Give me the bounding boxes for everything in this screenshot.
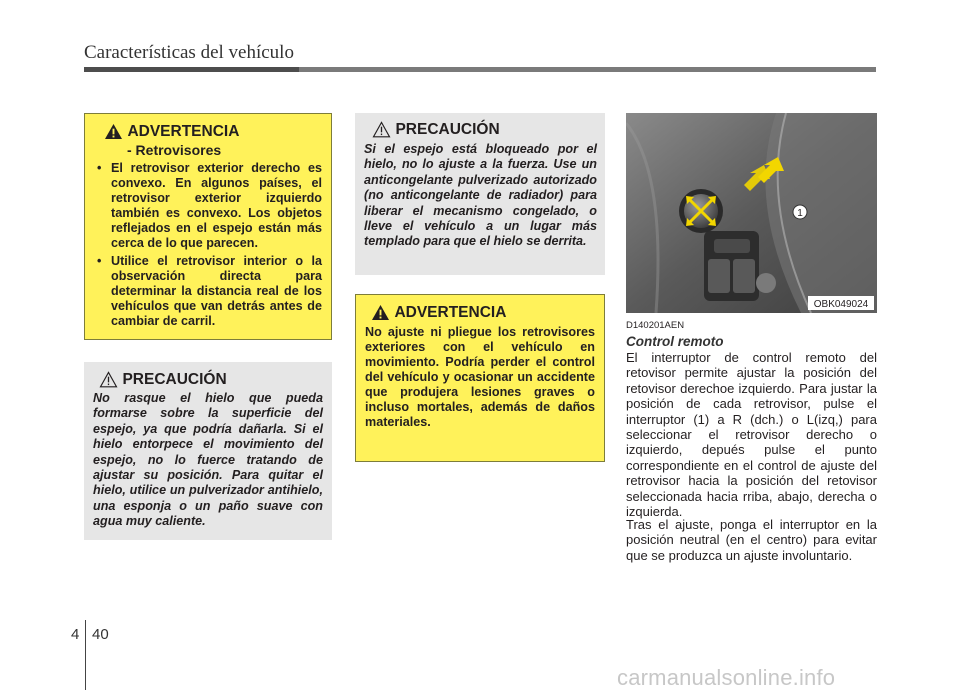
figure-code: OBK049024 <box>813 299 869 310</box>
figure-callout: 1 <box>797 208 803 219</box>
page-number: 40 <box>92 626 109 643</box>
section-heading: Control remoto <box>626 334 724 349</box>
warning-box-mirrors <box>84 113 332 340</box>
mirror-switch-illustration <box>626 113 877 313</box>
caution-box-ice <box>84 362 332 540</box>
chapter-number: 4 <box>71 626 80 643</box>
caution-title: PRECAUCIÓN <box>122 371 227 388</box>
warning-box-folding <box>355 294 605 462</box>
running-header: Características del vehículo <box>84 42 294 63</box>
caution-box-frozen <box>355 113 605 275</box>
section-paragraph: El interruptor de control remoto del retovisor permite ajustar la posición del retovisor derechoe izquierdo. Para justar la posición de cada retrovisor, pulse el interruptor (1) a R (dch.) o L(izq,) para seleccionar el retrovisor derecho o izquierdo, depués pulse el punto correspondiente en el control de ajuste del retrovisor hacia la posición del retovisor seleccionada hacia rriba, abajo, derecha o izquierda. <box>626 350 877 520</box>
warning-bullet: • Utilice el retrovisor interior o la observación directa para determinar la distancia real de los vehículos que van detrás antes de cambiar de carril. <box>94 254 322 329</box>
section-code: D140201AEN <box>626 320 685 331</box>
warning-title: ADVERTENCIA <box>127 123 240 140</box>
warning-triangle-icon <box>371 304 390 321</box>
caution-title: PRECAUCIÓN <box>395 121 500 138</box>
section-paragraph: Tras el ajuste, ponga el interruptor en la posición neutral (en el centro) para evitar que se produzca un ajuste involuntario. <box>626 517 877 563</box>
caution-text: Si el espejo está bloqueado por el hielo, no lo ajuste a la fuerza. Use un anticongelante pulverizado autorizado (no anticongelante de radiador) para liberar el mecanismo congelado, o lleve el vehículo a un lugar más templado para que el hielo se derrita. <box>364 142 597 249</box>
caution-triangle-icon <box>99 371 118 388</box>
warning-subtitle: - Retrovisores <box>127 142 222 158</box>
mirror-control-photo <box>626 113 877 313</box>
caution-text: No rasque el hielo que pueda formarse sobre la superficie del espejo, ya que podría dañarla. Si el hielo entorpece el movimiento del espejo, no lo fuerce tratando de ajustar su posición. Para quitar el hielo, utilice un pulverizador antihielo, una esponja o un paño suave con agua muy caliente. <box>93 391 323 529</box>
header-rule-accent <box>84 67 299 72</box>
caution-triangle-icon <box>372 121 391 138</box>
warning-title: ADVERTENCIA <box>394 304 507 321</box>
watermark: carmanualsonline.info <box>617 665 836 690</box>
warning-text: No ajuste ni pliegue los retrovisores exteriores con el vehículo en movimiento. Podría perder el control del vehículo y ocasionar un accidente que produjera lesiones graves o incluso mortales, además de daños materiales. <box>365 325 595 429</box>
warning-bullet: • El retrovisor exterior derecho es convexo. En algunos países, el retrovisor exterior izquierdo también es convexo. Los objetos reflejados en el espejo están más cerca de lo que parecen. <box>94 161 322 251</box>
footer-divider <box>85 620 86 690</box>
warning-triangle-icon <box>104 123 123 140</box>
